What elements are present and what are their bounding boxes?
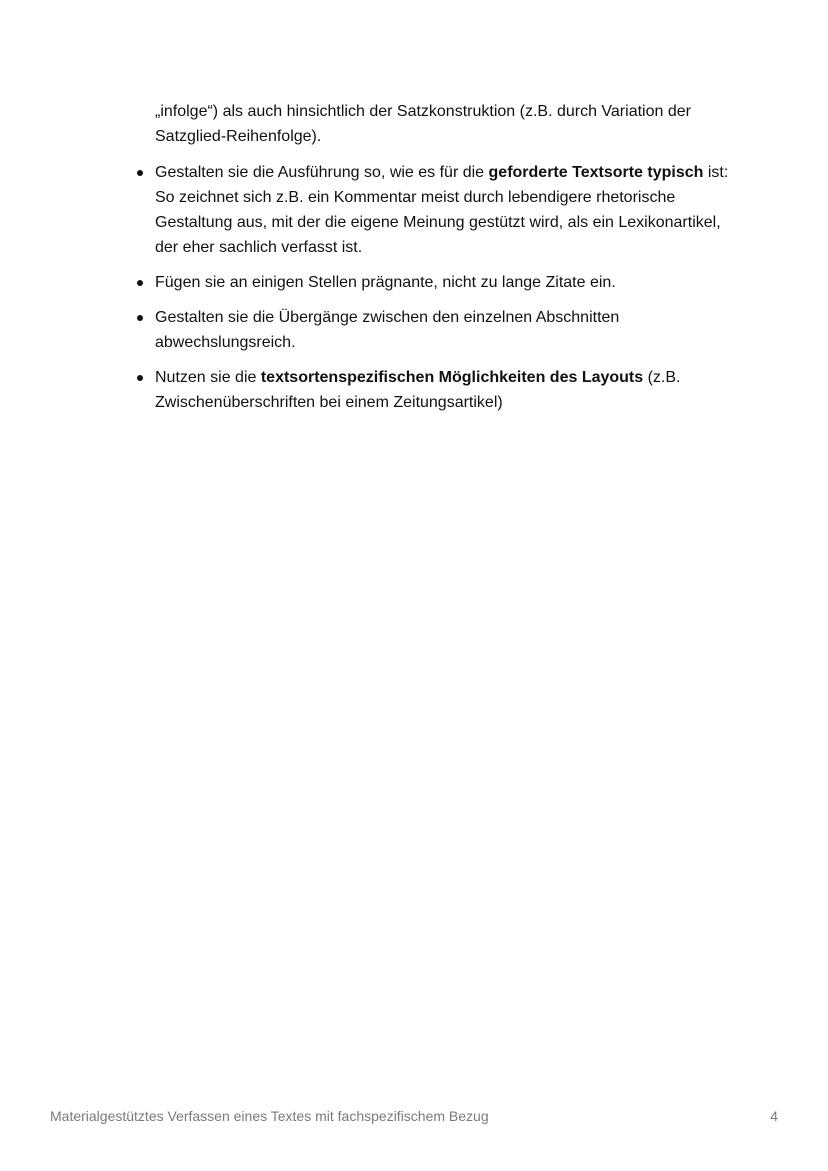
item-emphasis: textsortenspezifischen Möglichkeiten des Layouts xyxy=(260,369,644,386)
item-text: (z.B. Zwischenüberschriften bei einem Zeitungsartikel) xyxy=(155,369,681,411)
list-item xyxy=(155,305,745,355)
item-text: Nutzen sie die xyxy=(155,369,261,386)
page-number: 4 xyxy=(770,1108,778,1124)
page-footer xyxy=(50,1108,778,1124)
footer-title: Materialgestütztes Verfassen eines Textes mit fachspezifischem Bezug xyxy=(50,1108,489,1124)
list-item xyxy=(155,365,745,415)
list-item xyxy=(155,160,745,260)
item-emphasis: geforderte Textsorte typisch xyxy=(488,164,704,181)
continued-paragraph: „infolge“) als auch hinsichtlich der Satzkonstruktion (z.B. durch Variation der Satzglied-Reihenfolge). xyxy=(155,103,691,145)
bullet-list xyxy=(155,160,745,415)
item-text: Gestalten sie die Übergänge zwischen den einzelnen Abschnitten abwechslungsreich. xyxy=(155,309,620,351)
item-text: Fügen sie an einigen Stellen prägnante, nicht zu lange Zitate ein. xyxy=(155,274,616,291)
document-body xyxy=(155,99,745,425)
item-text: Gestalten sie die Ausführung so, wie es für die xyxy=(155,164,489,181)
item-text: ist: So zeichnet sich z.B. ein Kommentar meist durch lebendigere rhetorische Gestaltung aus, mit der die eigene Meinung gestützt wird, als ein Lexikonartikel, der eher sachlich verfasst ist. xyxy=(155,164,729,256)
list-item xyxy=(155,270,745,295)
